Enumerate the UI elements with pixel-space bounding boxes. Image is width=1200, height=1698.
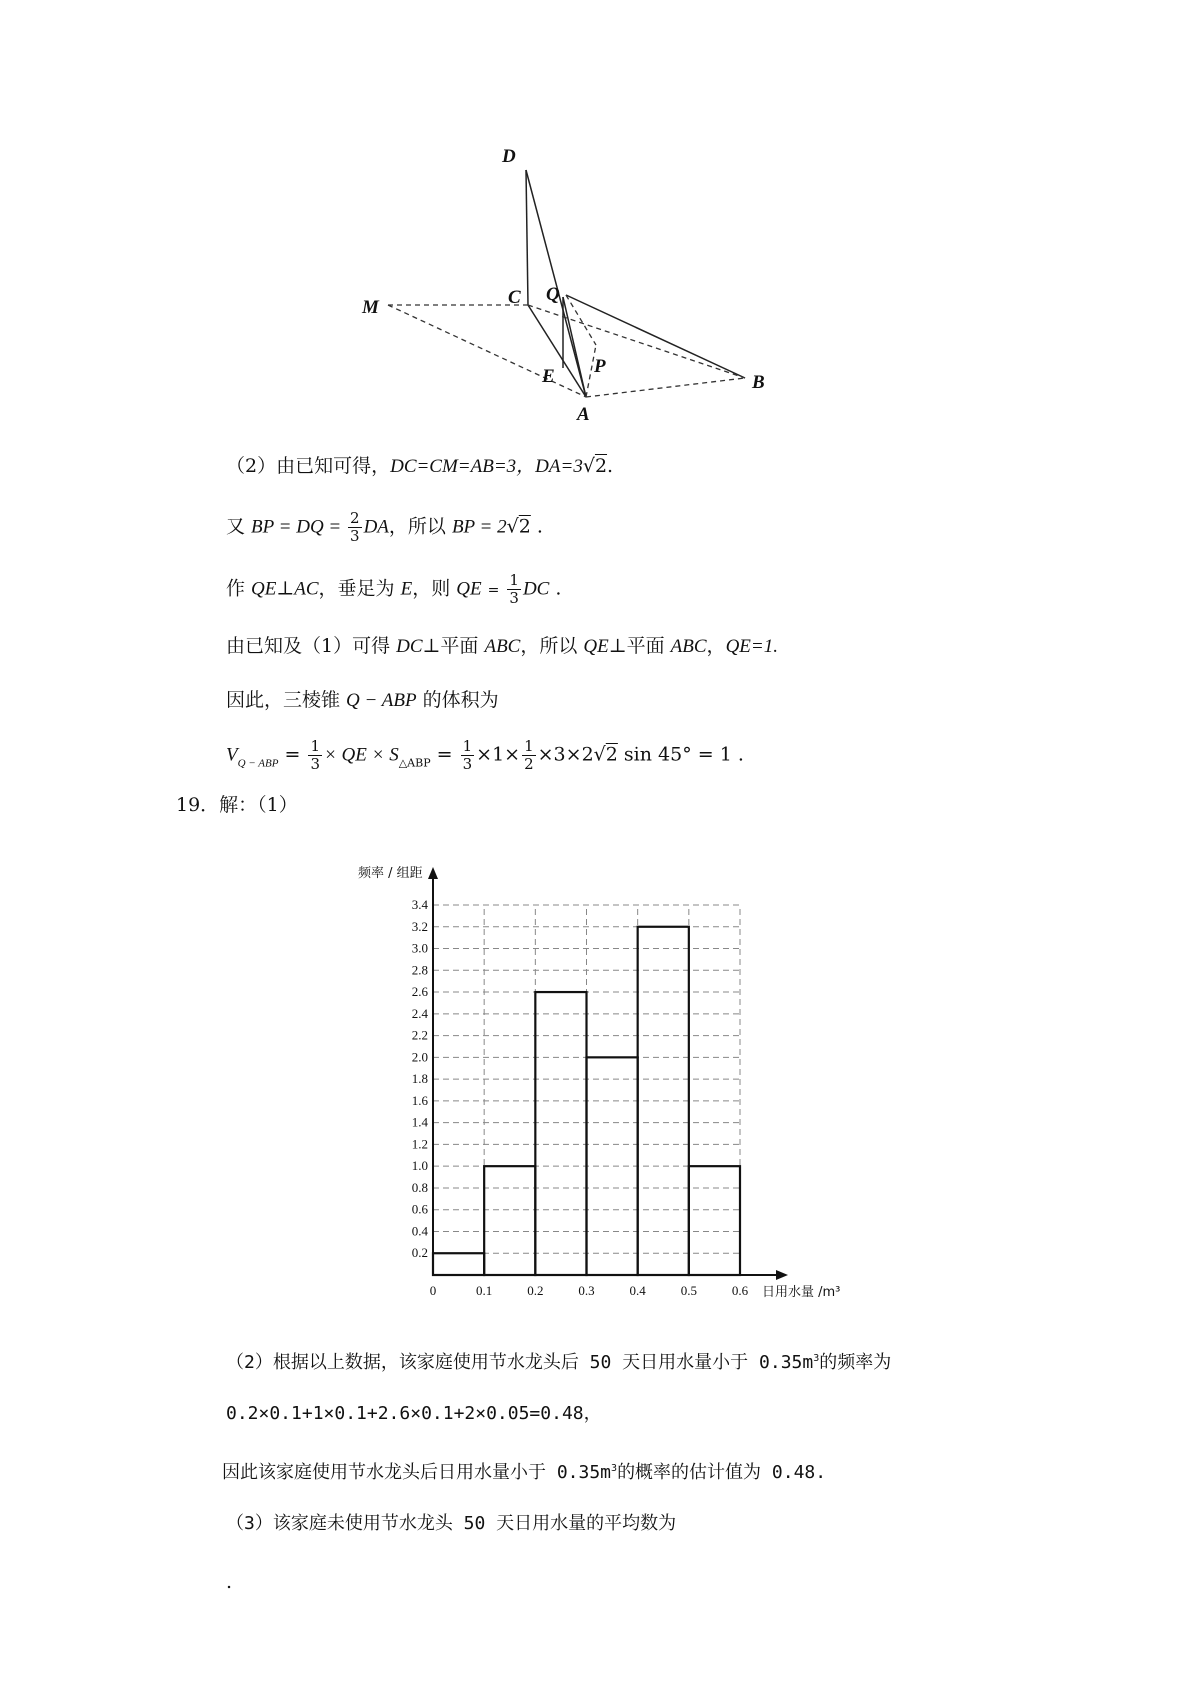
text: ×3×2 — [537, 743, 594, 766]
x-tick-label: 0.4 — [629, 1283, 646, 1298]
x-tick-label: 0 — [429, 1283, 437, 1298]
y-tick-label: 0.4 — [411, 1223, 428, 1239]
label-D: D — [502, 146, 516, 167]
part3-line-2: . — [226, 1571, 233, 1593]
y-tick-label: 1.8 — [411, 1071, 428, 1087]
text: ⊥平面 — [608, 635, 671, 657]
text: ，则 — [412, 577, 457, 600]
edge-ca — [528, 305, 586, 397]
math: DC — [396, 636, 423, 657]
fraction — [522, 738, 536, 773]
math: V — [226, 744, 238, 766]
denominator: 3 — [509, 589, 519, 607]
math: DA=3 — [535, 456, 583, 477]
edge-cb — [528, 305, 745, 378]
text: ，所以 — [520, 635, 584, 657]
sqrt-arg: 2 — [605, 743, 618, 766]
math: E — [400, 578, 413, 600]
math: BP = 2 — [451, 516, 507, 538]
geometry-figure — [362, 146, 850, 430]
denominator: 2 — [524, 755, 534, 773]
text: 由已知及（1）可得 — [226, 635, 397, 657]
label-M: M — [362, 297, 379, 318]
math: × QE × S — [323, 744, 399, 766]
edge-ab — [586, 378, 745, 397]
text: ⊥平面 — [422, 635, 485, 657]
superscript: 3 — [813, 1353, 820, 1364]
y-tick-label: 1.4 — [411, 1114, 428, 1130]
fraction — [308, 738, 322, 773]
math: QE — [583, 636, 609, 657]
edge-qa — [563, 297, 586, 397]
histogram-bar — [689, 1166, 740, 1275]
geom-line-2 — [226, 510, 543, 545]
part3-line-1: （3）该家庭未使用节水龙头 50 天日用水量的平均数为 — [226, 1513, 677, 1534]
y-tick-label: 0.8 — [411, 1179, 428, 1195]
text: 的频率为 — [819, 1352, 892, 1373]
numerator: 1 — [509, 571, 519, 589]
math: BP = DQ = — [251, 516, 347, 538]
sqrt-icon: √ — [593, 743, 606, 766]
label-A: A — [577, 404, 590, 425]
relation: = — [487, 582, 500, 599]
sqrt-arg: 2 — [518, 515, 531, 538]
perp-symbol: ⊥ — [276, 577, 295, 600]
text: 因此该家庭使用节水龙头后日用水量小于 0.35m — [222, 1462, 612, 1483]
x-tick-label: 0.6 — [731, 1283, 749, 1298]
y-tick-label: 1.6 — [411, 1092, 428, 1108]
text: . — [549, 577, 562, 600]
label-P: P — [594, 356, 606, 377]
text: = — [278, 743, 307, 766]
text: 的体积为 — [416, 689, 499, 711]
y-tick-label: 1.0 — [411, 1158, 428, 1174]
text: ，垂足为 — [318, 577, 401, 600]
edge-dc — [526, 170, 528, 305]
denominator: 3 — [310, 755, 320, 773]
math: ABC — [670, 636, 707, 657]
text: 作 — [226, 577, 252, 600]
math: QE — [456, 578, 482, 600]
y-tick-label: 0.6 — [411, 1201, 428, 1217]
y-tick-label: 2.4 — [411, 1005, 428, 1021]
x-tick-label: 0.1 — [476, 1283, 493, 1298]
denominator: 3 — [462, 755, 473, 773]
text: 又 — [226, 515, 252, 538]
label-C: C — [508, 287, 521, 308]
text: 因此，三棱锥 — [226, 689, 347, 711]
text: （2）由已知可得， — [226, 455, 391, 477]
geom-line-3 — [226, 572, 561, 607]
x-axis-label: 日用水量 /m³ — [762, 1285, 841, 1300]
numerator: 2 — [350, 509, 360, 527]
sqrt-icon: √ — [582, 455, 595, 477]
math: DC — [522, 578, 550, 600]
stats-line-2: 0.2×0.1+1×0.1+2.6×0.1+2×0.05=0.48， — [226, 1403, 602, 1424]
denominator: 3 — [350, 527, 360, 545]
histogram-bar — [535, 992, 586, 1275]
label-E: E — [542, 366, 555, 387]
text: 的概率的估计值为 0.48. — [617, 1462, 827, 1483]
geom-line-5 — [226, 686, 499, 715]
x-axis-arrow-icon — [776, 1270, 788, 1280]
subscript: △ABP — [398, 756, 431, 770]
y-tick-label: 2.6 — [411, 984, 428, 1000]
stats-line-3 — [222, 1455, 826, 1487]
stats-line-1 — [226, 1345, 891, 1377]
math: QE — [251, 578, 277, 600]
y-tick-label: 1.2 — [411, 1136, 428, 1152]
edge-qb — [566, 295, 745, 378]
histogram-bar — [433, 1253, 484, 1275]
text: . — [530, 515, 543, 538]
text: ， — [706, 635, 726, 657]
y-axis-arrow-icon — [428, 867, 438, 879]
label-B: B — [752, 372, 765, 393]
math: ABC — [484, 636, 521, 657]
numerator: 1 — [462, 737, 473, 755]
text: ×1× — [476, 743, 521, 766]
y-tick-label: 3.2 — [411, 918, 428, 934]
question-19-label: 19．解：（1） — [176, 794, 298, 816]
y-tick-label: 0.2 — [411, 1245, 428, 1261]
math: QE=1. — [725, 636, 778, 657]
text: （2）根据以上数据，该家庭使用节水龙头后 50 天日用水量小于 0.35m — [226, 1352, 814, 1373]
histogram-bar — [484, 1166, 535, 1275]
fraction — [348, 510, 362, 545]
math: DC=CM=AB=3， — [390, 456, 536, 477]
frequency-histogram — [340, 845, 860, 1320]
numerator: 1 — [310, 737, 320, 755]
y-tick-label: 2.0 — [411, 1049, 428, 1065]
text: sin 45° = 1 . — [617, 743, 744, 766]
numerator: 1 — [524, 737, 534, 755]
y-tick-label: 2.8 — [411, 962, 428, 978]
math: DA — [363, 516, 389, 538]
text: ，所以 — [388, 515, 452, 538]
geom-line-4 — [226, 632, 778, 661]
geom-line-1 — [226, 452, 613, 481]
text: = — [430, 743, 459, 766]
y-tick-label: 3.0 — [411, 940, 428, 956]
x-tick-label: 0.5 — [680, 1283, 697, 1298]
label-Q: Q — [546, 284, 560, 305]
x-tick-label: 0.3 — [578, 1283, 595, 1298]
sqrt-arg: 2 — [594, 455, 608, 477]
y-axis-label: 频率 / 组距 — [358, 866, 423, 881]
geom-line-6 — [226, 738, 744, 778]
subscript: Q − ABP — [237, 757, 279, 770]
superscript: 3 — [611, 1463, 618, 1474]
math: Q − ABP — [346, 690, 417, 711]
x-tick-label: 0.2 — [527, 1283, 544, 1298]
fraction — [461, 738, 475, 773]
sqrt-icon: √ — [506, 515, 519, 538]
fraction — [507, 572, 521, 607]
y-tick-label: 3.4 — [411, 897, 428, 912]
y-tick-label: 2.2 — [411, 1027, 428, 1043]
math: AC — [294, 578, 319, 600]
text: . — [607, 455, 614, 477]
